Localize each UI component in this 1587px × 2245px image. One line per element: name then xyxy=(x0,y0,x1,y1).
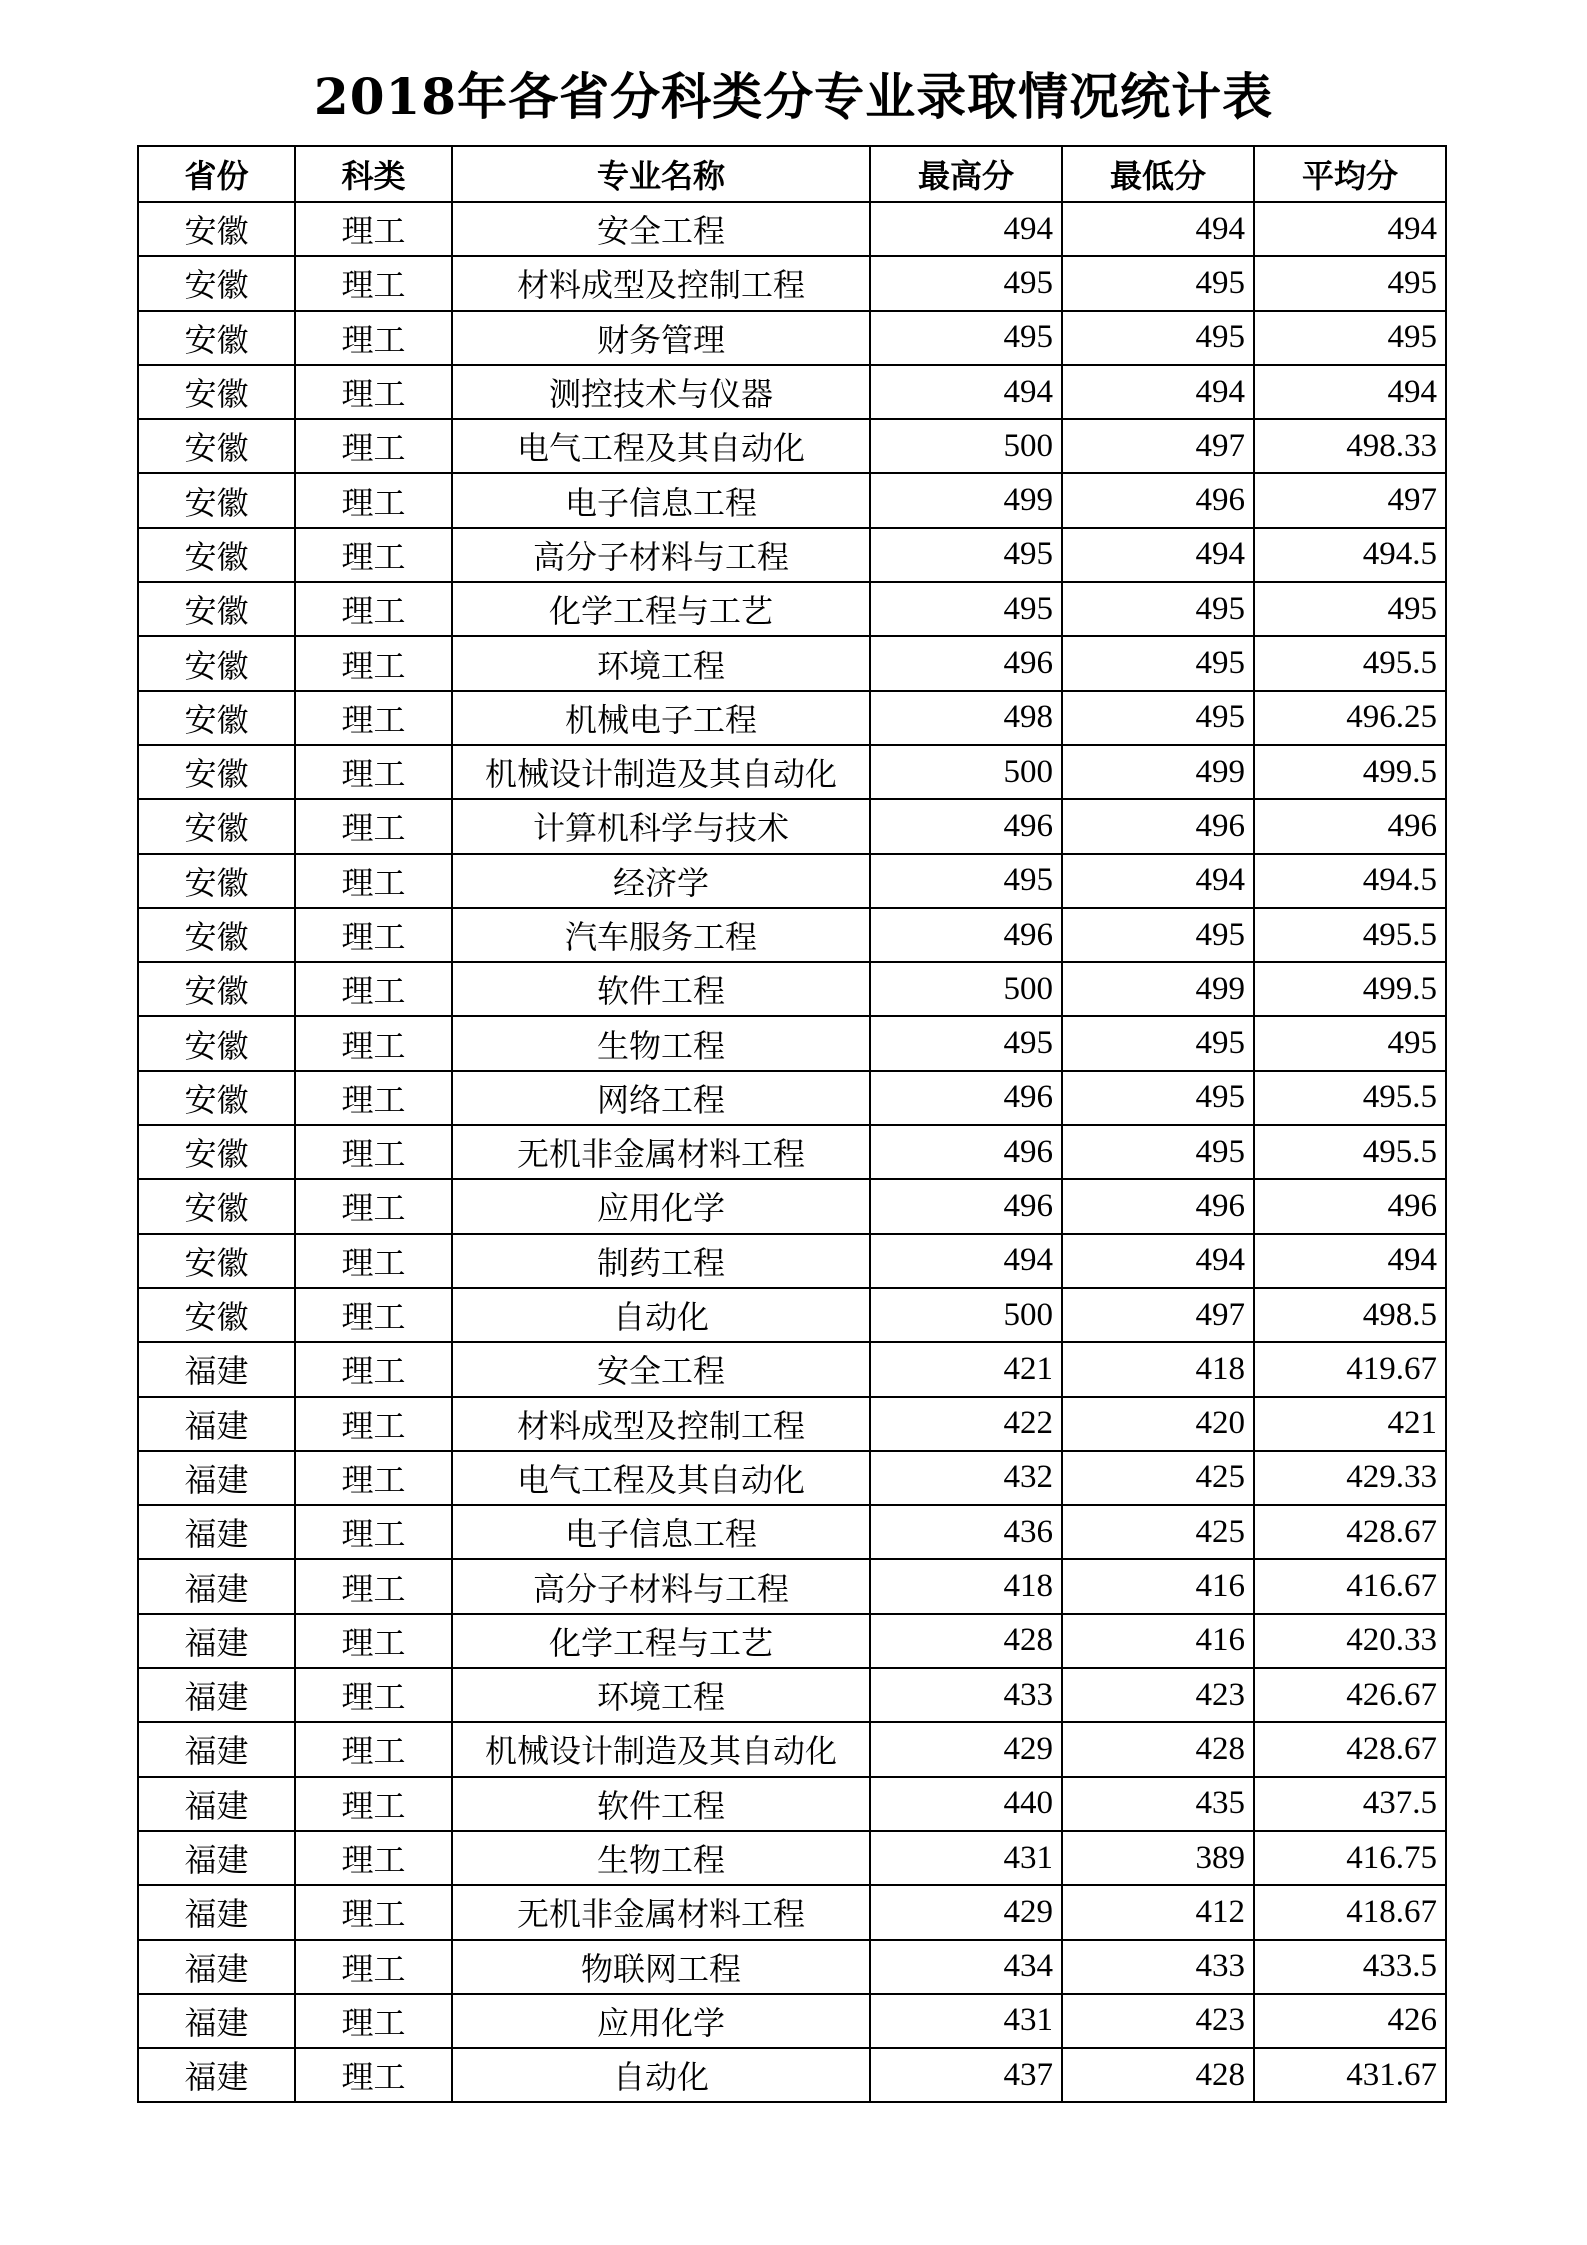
cell-major: 高分子材料与工程 xyxy=(452,1559,870,1613)
cell-avg-score: 495.5 xyxy=(1254,1071,1446,1125)
cell-province: 福建 xyxy=(138,1885,295,1939)
cell-category: 理工 xyxy=(295,799,452,853)
cell-min-score: 420 xyxy=(1062,1397,1254,1451)
cell-min-score: 499 xyxy=(1062,745,1254,799)
cell-max-score: 500 xyxy=(870,962,1062,1016)
table-row xyxy=(138,1234,1446,1288)
cell-major: 电子信息工程 xyxy=(452,473,870,527)
cell-major: 物联网工程 xyxy=(452,1940,870,1994)
cell-province: 安徽 xyxy=(138,962,295,1016)
cell-max-score: 495 xyxy=(870,582,1062,636)
cell-major: 计算机科学与技术 xyxy=(452,799,870,853)
cell-province: 安徽 xyxy=(138,1288,295,1342)
cell-min-score: 495 xyxy=(1062,1125,1254,1179)
cell-province: 福建 xyxy=(138,1342,295,1396)
cell-province: 福建 xyxy=(138,1614,295,1668)
cell-min-score: 418 xyxy=(1062,1342,1254,1396)
cell-major: 汽车服务工程 xyxy=(452,908,870,962)
header-min-score: 最低分 xyxy=(1062,146,1254,202)
cell-province: 福建 xyxy=(138,1722,295,1776)
cell-category: 理工 xyxy=(295,1016,452,1070)
cell-max-score: 418 xyxy=(870,1559,1062,1613)
table-row xyxy=(138,1342,1446,1396)
table-row xyxy=(138,1559,1446,1613)
cell-avg-score: 499.5 xyxy=(1254,745,1446,799)
cell-category: 理工 xyxy=(295,256,452,310)
cell-min-score: 494 xyxy=(1062,365,1254,419)
cell-category: 理工 xyxy=(295,1722,452,1776)
table-row xyxy=(138,365,1446,419)
cell-avg-score: 416.67 xyxy=(1254,1559,1446,1613)
cell-min-score: 389 xyxy=(1062,1831,1254,1885)
cell-major: 无机非金属材料工程 xyxy=(452,1885,870,1939)
cell-province: 福建 xyxy=(138,1397,295,1451)
cell-avg-score: 494 xyxy=(1254,365,1446,419)
cell-province: 安徽 xyxy=(138,854,295,908)
cell-min-score: 499 xyxy=(1062,962,1254,1016)
cell-avg-score: 437.5 xyxy=(1254,1777,1446,1831)
cell-avg-score: 420.33 xyxy=(1254,1614,1446,1668)
header-max-score: 最高分 xyxy=(870,146,1062,202)
table-row xyxy=(138,202,1446,256)
cell-major: 材料成型及控制工程 xyxy=(452,256,870,310)
cell-category: 理工 xyxy=(295,1342,452,1396)
cell-avg-score: 429.33 xyxy=(1254,1451,1446,1505)
cell-avg-score: 495 xyxy=(1254,311,1446,365)
cell-major: 环境工程 xyxy=(452,1668,870,1722)
table-header-row xyxy=(138,146,1446,202)
table-row xyxy=(138,1614,1446,1668)
cell-min-score: 495 xyxy=(1062,1016,1254,1070)
cell-min-score: 496 xyxy=(1062,799,1254,853)
cell-avg-score: 494.5 xyxy=(1254,854,1446,908)
cell-province: 安徽 xyxy=(138,528,295,582)
cell-province: 安徽 xyxy=(138,419,295,473)
cell-min-score: 496 xyxy=(1062,1179,1254,1233)
cell-min-score: 428 xyxy=(1062,2048,1254,2102)
cell-max-score: 433 xyxy=(870,1668,1062,1722)
cell-max-score: 429 xyxy=(870,1722,1062,1776)
cell-avg-score: 496 xyxy=(1254,799,1446,853)
cell-category: 理工 xyxy=(295,1668,452,1722)
cell-category: 理工 xyxy=(295,582,452,636)
cell-province: 福建 xyxy=(138,1831,295,1885)
cell-max-score: 437 xyxy=(870,2048,1062,2102)
cell-major: 环境工程 xyxy=(452,636,870,690)
header-province: 省份 xyxy=(138,146,295,202)
cell-max-score: 498 xyxy=(870,691,1062,745)
cell-avg-score: 494 xyxy=(1254,202,1446,256)
cell-major: 生物工程 xyxy=(452,1016,870,1070)
cell-major: 电气工程及其自动化 xyxy=(452,1451,870,1505)
cell-max-score: 494 xyxy=(870,1234,1062,1288)
table-row xyxy=(138,419,1446,473)
cell-max-score: 432 xyxy=(870,1451,1062,1505)
cell-max-score: 496 xyxy=(870,1125,1062,1179)
cell-avg-score: 495.5 xyxy=(1254,1125,1446,1179)
cell-max-score: 495 xyxy=(870,854,1062,908)
cell-min-score: 433 xyxy=(1062,1940,1254,1994)
cell-province: 安徽 xyxy=(138,691,295,745)
cell-major: 机械设计制造及其自动化 xyxy=(452,1722,870,1776)
cell-major: 应用化学 xyxy=(452,1994,870,2048)
cell-category: 理工 xyxy=(295,528,452,582)
cell-min-score: 425 xyxy=(1062,1505,1254,1559)
table-row xyxy=(138,1777,1446,1831)
cell-avg-score: 495 xyxy=(1254,582,1446,636)
table-row xyxy=(138,962,1446,1016)
cell-major: 网络工程 xyxy=(452,1071,870,1125)
cell-min-score: 495 xyxy=(1062,1071,1254,1125)
cell-max-score: 494 xyxy=(870,365,1062,419)
cell-category: 理工 xyxy=(295,1885,452,1939)
cell-avg-score: 433.5 xyxy=(1254,1940,1446,1994)
cell-province: 安徽 xyxy=(138,1125,295,1179)
table-row xyxy=(138,1016,1446,1070)
cell-category: 理工 xyxy=(295,1125,452,1179)
cell-major: 测控技术与仪器 xyxy=(452,365,870,419)
cell-avg-score: 418.67 xyxy=(1254,1885,1446,1939)
cell-min-score: 416 xyxy=(1062,1559,1254,1613)
cell-max-score: 436 xyxy=(870,1505,1062,1559)
cell-category: 理工 xyxy=(295,1234,452,1288)
cell-max-score: 496 xyxy=(870,1071,1062,1125)
cell-category: 理工 xyxy=(295,1397,452,1451)
cell-min-score: 412 xyxy=(1062,1885,1254,1939)
cell-min-score: 494 xyxy=(1062,1234,1254,1288)
cell-max-score: 496 xyxy=(870,1179,1062,1233)
table-row xyxy=(138,2048,1446,2102)
cell-max-score: 422 xyxy=(870,1397,1062,1451)
cell-province: 安徽 xyxy=(138,1234,295,1288)
cell-min-score: 497 xyxy=(1062,1288,1254,1342)
cell-category: 理工 xyxy=(295,419,452,473)
page-title: 2018年各省分科类分专业录取情况统计表 xyxy=(313,67,1274,126)
cell-province: 福建 xyxy=(138,1559,295,1613)
cell-major: 财务管理 xyxy=(452,311,870,365)
cell-major: 应用化学 xyxy=(452,1179,870,1233)
cell-major: 制药工程 xyxy=(452,1234,870,1288)
table-row xyxy=(138,691,1446,745)
cell-max-score: 499 xyxy=(870,473,1062,527)
cell-major: 高分子材料与工程 xyxy=(452,528,870,582)
cell-avg-score: 428.67 xyxy=(1254,1722,1446,1776)
table-row xyxy=(138,473,1446,527)
cell-avg-score: 431.67 xyxy=(1254,2048,1446,2102)
table-row xyxy=(138,1179,1446,1233)
cell-avg-score: 416.75 xyxy=(1254,1831,1446,1885)
table-row xyxy=(138,854,1446,908)
cell-province: 福建 xyxy=(138,1451,295,1505)
cell-min-score: 423 xyxy=(1062,1668,1254,1722)
cell-min-score: 495 xyxy=(1062,582,1254,636)
table-row xyxy=(138,1885,1446,1939)
cell-avg-score: 498.5 xyxy=(1254,1288,1446,1342)
cell-max-score: 496 xyxy=(870,799,1062,853)
cell-min-score: 435 xyxy=(1062,1777,1254,1831)
cell-max-score: 434 xyxy=(870,1940,1062,1994)
cell-province: 福建 xyxy=(138,1994,295,2048)
table-row xyxy=(138,311,1446,365)
cell-major: 无机非金属材料工程 xyxy=(452,1125,870,1179)
cell-major: 经济学 xyxy=(452,854,870,908)
cell-avg-score: 495 xyxy=(1254,256,1446,310)
table-row xyxy=(138,799,1446,853)
cell-min-score: 416 xyxy=(1062,1614,1254,1668)
cell-province: 安徽 xyxy=(138,1016,295,1070)
cell-avg-score: 497 xyxy=(1254,473,1446,527)
cell-category: 理工 xyxy=(295,1179,452,1233)
cell-avg-score: 421 xyxy=(1254,1397,1446,1451)
cell-province: 安徽 xyxy=(138,1179,295,1233)
table-row xyxy=(138,1668,1446,1722)
cell-province: 安徽 xyxy=(138,908,295,962)
cell-min-score: 495 xyxy=(1062,256,1254,310)
cell-category: 理工 xyxy=(295,691,452,745)
cell-avg-score: 494.5 xyxy=(1254,528,1446,582)
cell-category: 理工 xyxy=(295,908,452,962)
cell-province: 安徽 xyxy=(138,745,295,799)
cell-avg-score: 419.67 xyxy=(1254,1342,1446,1396)
cell-category: 理工 xyxy=(295,1288,452,1342)
cell-max-score: 431 xyxy=(870,1831,1062,1885)
cell-province: 安徽 xyxy=(138,799,295,853)
cell-province: 安徽 xyxy=(138,311,295,365)
cell-major: 自动化 xyxy=(452,2048,870,2102)
cell-province: 安徽 xyxy=(138,473,295,527)
cell-province: 福建 xyxy=(138,2048,295,2102)
cell-category: 理工 xyxy=(295,854,452,908)
cell-category: 理工 xyxy=(295,745,452,799)
cell-major: 软件工程 xyxy=(452,962,870,1016)
cell-min-score: 423 xyxy=(1062,1994,1254,2048)
table-row xyxy=(138,1288,1446,1342)
cell-major: 自动化 xyxy=(452,1288,870,1342)
cell-avg-score: 496.25 xyxy=(1254,691,1446,745)
cell-max-score: 421 xyxy=(870,1342,1062,1396)
cell-min-score: 494 xyxy=(1062,854,1254,908)
cell-province: 安徽 xyxy=(138,582,295,636)
cell-province: 安徽 xyxy=(138,256,295,310)
cell-category: 理工 xyxy=(295,1451,452,1505)
cell-max-score: 500 xyxy=(870,419,1062,473)
cell-avg-score: 496 xyxy=(1254,1179,1446,1233)
cell-major: 电气工程及其自动化 xyxy=(452,419,870,473)
cell-avg-score: 495 xyxy=(1254,1016,1446,1070)
header-avg-score: 平均分 xyxy=(1254,146,1446,202)
cell-province: 福建 xyxy=(138,1777,295,1831)
cell-category: 理工 xyxy=(295,1505,452,1559)
cell-avg-score: 495.5 xyxy=(1254,908,1446,962)
cell-province: 安徽 xyxy=(138,636,295,690)
cell-category: 理工 xyxy=(295,473,452,527)
table-row xyxy=(138,636,1446,690)
cell-major: 机械电子工程 xyxy=(452,691,870,745)
cell-category: 理工 xyxy=(295,1831,452,1885)
cell-min-score: 495 xyxy=(1062,311,1254,365)
cell-max-score: 500 xyxy=(870,1288,1062,1342)
cell-max-score: 496 xyxy=(870,636,1062,690)
cell-province: 安徽 xyxy=(138,1071,295,1125)
table-row xyxy=(138,1071,1446,1125)
cell-category: 理工 xyxy=(295,1614,452,1668)
cell-max-score: 440 xyxy=(870,1777,1062,1831)
cell-avg-score: 495.5 xyxy=(1254,636,1446,690)
cell-major: 生物工程 xyxy=(452,1831,870,1885)
cell-major: 化学工程与工艺 xyxy=(452,1614,870,1668)
cell-avg-score: 428.67 xyxy=(1254,1505,1446,1559)
cell-min-score: 495 xyxy=(1062,908,1254,962)
cell-min-score: 497 xyxy=(1062,419,1254,473)
cell-province: 福建 xyxy=(138,1668,295,1722)
cell-max-score: 500 xyxy=(870,745,1062,799)
cell-province: 安徽 xyxy=(138,202,295,256)
table-row xyxy=(138,1505,1446,1559)
cell-min-score: 496 xyxy=(1062,473,1254,527)
cell-avg-score: 426 xyxy=(1254,1994,1446,2048)
cell-province: 福建 xyxy=(138,1940,295,1994)
cell-avg-score: 426.67 xyxy=(1254,1668,1446,1722)
table-row xyxy=(138,1831,1446,1885)
cell-major: 安全工程 xyxy=(452,202,870,256)
table-row xyxy=(138,745,1446,799)
cell-category: 理工 xyxy=(295,962,452,1016)
table-row xyxy=(138,1397,1446,1451)
cell-category: 理工 xyxy=(295,1559,452,1613)
cell-min-score: 495 xyxy=(1062,636,1254,690)
cell-category: 理工 xyxy=(295,636,452,690)
cell-major: 软件工程 xyxy=(452,1777,870,1831)
table-row xyxy=(138,1125,1446,1179)
table-row xyxy=(138,1994,1446,2048)
cell-category: 理工 xyxy=(295,1071,452,1125)
table-body xyxy=(138,202,1446,2102)
cell-min-score: 494 xyxy=(1062,202,1254,256)
cell-max-score: 495 xyxy=(870,1016,1062,1070)
table-row xyxy=(138,582,1446,636)
cell-category: 理工 xyxy=(295,2048,452,2102)
cell-province: 安徽 xyxy=(138,365,295,419)
cell-min-score: 494 xyxy=(1062,528,1254,582)
cell-avg-score: 498.33 xyxy=(1254,419,1446,473)
table-row xyxy=(138,1722,1446,1776)
cell-avg-score: 499.5 xyxy=(1254,962,1446,1016)
cell-min-score: 428 xyxy=(1062,1722,1254,1776)
cell-avg-score: 494 xyxy=(1254,1234,1446,1288)
cell-major: 电子信息工程 xyxy=(452,1505,870,1559)
header-category: 科类 xyxy=(295,146,452,202)
header-major: 专业名称 xyxy=(452,146,870,202)
cell-max-score: 431 xyxy=(870,1994,1062,2048)
cell-major: 安全工程 xyxy=(452,1342,870,1396)
table-row xyxy=(138,1940,1446,1994)
cell-category: 理工 xyxy=(295,365,452,419)
cell-max-score: 494 xyxy=(870,202,1062,256)
cell-max-score: 496 xyxy=(870,908,1062,962)
cell-major: 材料成型及控制工程 xyxy=(452,1397,870,1451)
cell-max-score: 495 xyxy=(870,256,1062,310)
cell-max-score: 495 xyxy=(870,528,1062,582)
cell-major: 机械设计制造及其自动化 xyxy=(452,745,870,799)
table-row xyxy=(138,256,1446,310)
table-row xyxy=(138,1451,1446,1505)
cell-category: 理工 xyxy=(295,311,452,365)
cell-min-score: 425 xyxy=(1062,1451,1254,1505)
cell-max-score: 429 xyxy=(870,1885,1062,1939)
table-row xyxy=(138,908,1446,962)
cell-category: 理工 xyxy=(295,1994,452,2048)
cell-max-score: 495 xyxy=(870,311,1062,365)
table-row xyxy=(138,528,1446,582)
cell-max-score: 428 xyxy=(870,1614,1062,1668)
cell-min-score: 495 xyxy=(1062,691,1254,745)
cell-province: 福建 xyxy=(138,1505,295,1559)
cell-category: 理工 xyxy=(295,202,452,256)
cell-category: 理工 xyxy=(295,1777,452,1831)
cell-category: 理工 xyxy=(295,1940,452,1994)
admission-table xyxy=(137,145,1447,2103)
cell-major: 化学工程与工艺 xyxy=(452,582,870,636)
